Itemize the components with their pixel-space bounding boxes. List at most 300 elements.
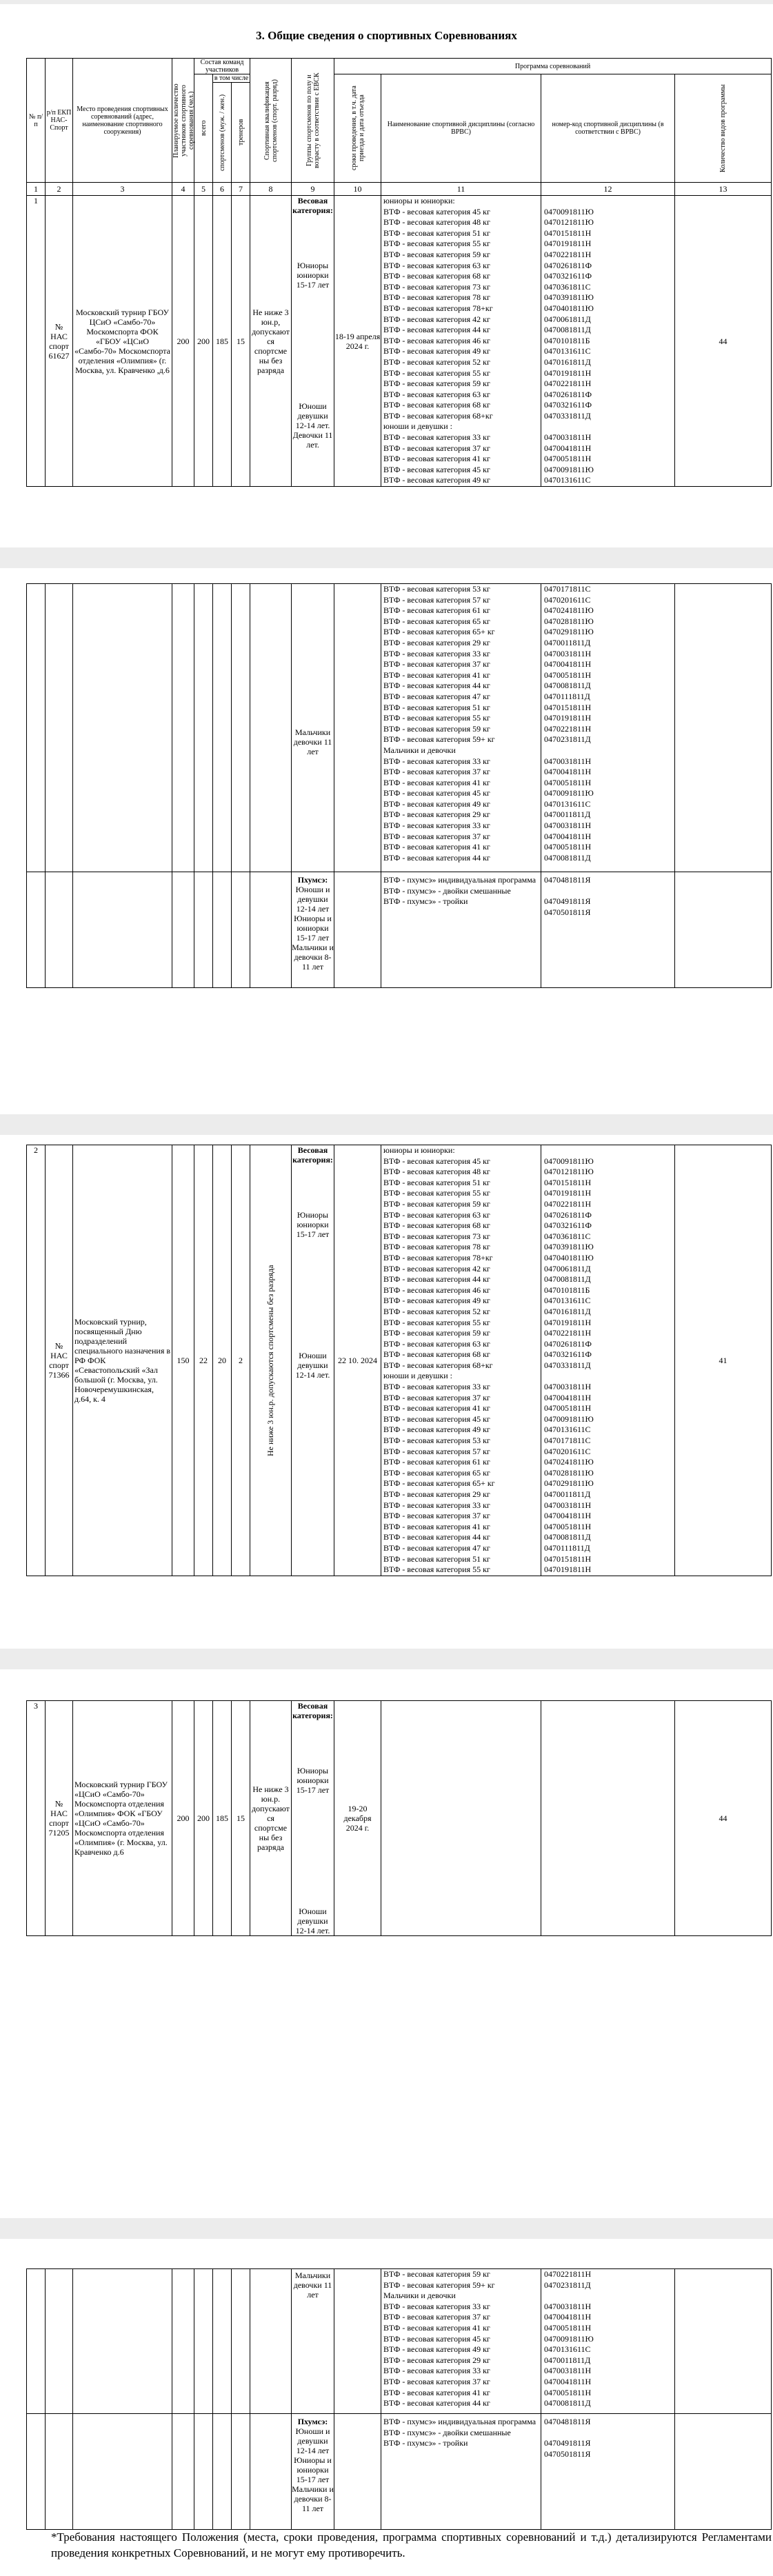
discipline-item: ВТФ - весовая категория 44 кг [383, 852, 490, 863]
code-list [541, 584, 675, 872]
group-pk-kids: Мальчики и девочки 8-11 лет [292, 2484, 334, 2513]
discipline-code: 0470011811Д [544, 2355, 591, 2365]
entry-qualification: Не ниже 3 юн.р, допускают ся спортсме ны без разряда [250, 196, 292, 487]
discipline-item: ВТФ - весовая категория 29 кг [383, 1489, 490, 1499]
discipline-item: ВТФ - весовая категория 73 кг [383, 281, 490, 292]
discipline-item: ВТФ - весовая категория 41 кг [383, 2387, 490, 2397]
discipline-item: ВТФ - весовая категория 41 кг [383, 842, 490, 852]
hdr-code: номер-код спортивной дисциплины (в соответствии с ВРВС) [541, 74, 675, 183]
entry-number: 3 [27, 1701, 46, 1936]
entry-coaches: 15 [232, 196, 250, 487]
discipline-item: ВТФ - весовая категория 55 кг [383, 368, 490, 378]
discipline-item: ВТФ - весовая категория 68+кг [383, 1360, 493, 1370]
discipline-code: 0470091811Ю [544, 1156, 594, 1166]
col-number: 9 [292, 183, 334, 196]
discipline-code: 0470091811Ю [544, 206, 594, 217]
group-pk-juniors: Юниоры и юниорки 15-17 лет [294, 914, 332, 943]
entry-athletes: 20 [213, 1145, 232, 1576]
discipline-item: ВТФ - весовая категория 41 кг [383, 2322, 490, 2333]
schedule-table-page-3 [26, 1145, 772, 1576]
discipline-code: 0470081811Д [544, 852, 591, 863]
discipline-code: 0470031811Н [544, 1500, 592, 1510]
empty-cell [172, 584, 194, 872]
discipline-code: 0470481811Я [544, 875, 591, 885]
discipline-code: 0470161811Д [544, 1306, 591, 1316]
entry-athletes: 185 [213, 1701, 232, 1936]
discipline-item: ВТФ - весовая категория 37 кг [383, 2376, 490, 2386]
discipline-item: ВТФ - весовая категория 37 кг [383, 1511, 490, 1521]
empty-cell [27, 2269, 46, 2414]
empty-cell [675, 2414, 772, 2530]
discipline-code: 0470191811Н [544, 1188, 592, 1198]
discipline-code: 0470031811Н [544, 2366, 592, 2376]
discipline-list [381, 584, 541, 872]
entry-kinds: 41 [675, 1145, 772, 1576]
empty-cell [27, 584, 46, 872]
discipline-item: ВТФ - весовая категория 63 кг [383, 1338, 490, 1349]
discipline-item: ВТФ - весовая категория 29 кг [383, 2355, 490, 2365]
discipline-item: ВТФ - весовая категория 29 кг [383, 637, 490, 647]
col-number: 13 [675, 183, 772, 196]
discipline-code: 0470051811Н [544, 1403, 592, 1413]
discipline-code: 0470031811Н [544, 821, 592, 831]
hdr-kinds: Количество видов программы [675, 74, 772, 183]
discipline-code: 0470161811Д [544, 356, 591, 367]
discipline-item: ВТФ - весовая категория 51 кг [383, 702, 490, 712]
schedule-table-page-5 [26, 2268, 772, 2530]
group-pk-kids: Мальчики и девочки 8-11 лет [292, 943, 334, 972]
hdr-athletes: спортсменов (муж. / жен.) [213, 83, 232, 183]
discipline-group-header: ВТФ - пхумсэ» - двойки смешанные [383, 2427, 511, 2437]
discipline-item: ВТФ - весовая категория 33 кг [383, 756, 490, 766]
group-youth: Юноши девушки 12-14 лет. [295, 1906, 330, 1935]
code-list [541, 1145, 675, 1576]
discipline-item: ВТФ - весовая категория 45 кг [383, 206, 490, 217]
discipline-item: ВТФ - весовая категория 61 кг [383, 1457, 490, 1467]
discipline-item: ВТФ - весовая категория 47 кг [383, 691, 490, 701]
discipline-item: ВТФ - весовая категория 41 кг [383, 1403, 490, 1413]
discipline-item: ВТФ - весовая категория 59 кг [383, 249, 490, 259]
entry-athletes: 185 [213, 196, 232, 487]
schedule-table-page-4 [26, 1700, 772, 1936]
group-kids: Мальчики девочки 11 лет [292, 2269, 334, 2414]
discipline-item: ВТФ - весовая категория 59 кг [383, 1328, 490, 1338]
hdr-discipline: Наименование спортивной дисциплины (согласно ВРВС) [381, 74, 541, 183]
empty-cell [73, 584, 172, 872]
discipline-item: ВТФ - весовая категория 59 кг [383, 379, 490, 389]
discipline-code: 0470031811Н [544, 432, 592, 443]
schedule-table-page-2 [26, 583, 772, 988]
discipline-code: 0470401811Ю [544, 303, 594, 313]
empty-cell [232, 2269, 250, 2414]
discipline-code: 0470331811Д [544, 410, 591, 421]
discipline-code: 0470081811Д [544, 325, 591, 335]
entry-place: Московский турнир ГБОУ ЦСиО «Самбо-70» Москомспорта ФОК «ГБОУ «ЦСиО «Самбо-70» Москомспорта отделения «Олимпия» (г. Москва, ул. Кравченко ,д.6 [73, 196, 172, 487]
empty-cell [46, 2269, 73, 2414]
col-number: 3 [73, 183, 172, 196]
discipline-item: ВТФ - весовая категория 33 кг [383, 432, 490, 443]
empty-cell [675, 2269, 772, 2414]
discipline-item: ВТФ - весовая категория 33 кг [383, 821, 490, 831]
col-number: 4 [172, 183, 194, 196]
entry-ekp: № НАС спорт 71205 [46, 1701, 73, 1936]
empty-cell [213, 2414, 232, 2530]
discipline-code: 0470151811Н [544, 702, 592, 712]
empty-cell [232, 584, 250, 872]
empty-cell [675, 584, 772, 872]
discipline-code: 0470501811Я [544, 907, 591, 917]
group-pk-juniors: Юниоры и юниорки 15-17 лет [294, 2455, 332, 2484]
empty-cell [46, 584, 73, 872]
group-weight: Весовая категория: [292, 1701, 333, 1720]
section-title: 3. Общие сведения о спортивных Соревнованиях [256, 29, 517, 42]
empty-cell [172, 2269, 194, 2414]
group-kids: Мальчики девочки 11 лет [292, 584, 334, 872]
discipline-code: 0470121811Ю [544, 1167, 594, 1177]
discipline-code: 0470501811Я [544, 2448, 591, 2459]
group-weight: Весовая категория: [292, 196, 333, 215]
empty-cell [46, 2414, 73, 2530]
hdr-place: Место проведения спортивных соревнований (адрес, наименование спортивного сооружения) [73, 59, 172, 183]
discipline-code: 0470321611Ф [544, 271, 592, 281]
discipline-code: 0470091811Ю [544, 788, 594, 798]
discipline-item: ВТФ - весовая категория 55 кг [383, 713, 490, 723]
discipline-code: 0470081811Д [544, 1274, 591, 1285]
empty-cell [172, 2414, 194, 2530]
discipline-code: 0470031811Н [544, 756, 592, 766]
discipline-code: 0470171811С [544, 1436, 591, 1446]
empty-cell [250, 872, 292, 988]
empty-cell [46, 872, 73, 988]
discipline-item: ВТФ - весовая категория 29 кг [383, 809, 490, 820]
discipline-item: ВТФ - весовая категория 46 кг [383, 1285, 490, 1295]
discipline-code: 0470041811Н [544, 1392, 592, 1402]
discipline-code: 0470041811Н [544, 443, 592, 453]
col-number: 5 [194, 183, 213, 196]
discipline-code: 0470401811Ю [544, 1252, 594, 1262]
col-number: 7 [232, 183, 250, 196]
entry-qualification: Не ниже 3 юн.р. допускаются спортсмены без разряда [250, 1145, 292, 1576]
discipline-code: 0470101811Б [544, 1285, 590, 1295]
empty-cell [675, 872, 772, 988]
entry-place: Московский турнир, посвященный Дню подразделений специального назначения в РФ ФОК «Севастопольский «Зал большой (г. Москва, ул. Новочеремушкинская, д.64, к. 4 [73, 1145, 172, 1576]
discipline-item: ВТФ - весовая категория 51 кг [383, 1177, 490, 1187]
entry-kinds: 44 [675, 1701, 772, 1936]
discipline-group-header: юноши и девушки : [383, 1371, 452, 1381]
page-gap [0, 547, 773, 568]
empty-cell [194, 584, 213, 872]
poomsae-code-list [541, 2414, 675, 2530]
discipline-group-header: ВТФ - пхумсэ» - двойки смешанные [383, 885, 511, 896]
discipline-code: 0470041811Н [544, 2376, 592, 2386]
discipline-item: ВТФ - весовая категория 78+кг [383, 303, 493, 313]
discipline-item: ВТФ - весовая категория 37 кг [383, 1392, 490, 1402]
discipline-item: ВТФ - весовая категория 78+кг [383, 1252, 493, 1262]
discipline-code: 0470191811Н [544, 368, 592, 378]
entry-number: 2 [27, 1145, 46, 1576]
discipline-item: ВТФ - весовая категория 59 кг [383, 723, 490, 734]
discipline-item: ВТФ - весовая категория 48 кг [383, 217, 490, 228]
discipline-item: ВТФ - весовая категория 46 кг [383, 335, 490, 345]
discipline-item: ВТФ - весовая категория 48 кг [383, 1167, 490, 1177]
page-gap [0, 2218, 773, 2239]
col-number: 8 [250, 183, 292, 196]
discipline-code: 0470221811Н [544, 1198, 592, 1209]
discipline-code: 0470221811Н [544, 1328, 592, 1338]
discipline-item: ВТФ - весовая категория 59 кг [383, 1198, 490, 1209]
discipline-code [544, 1145, 674, 1156]
discipline-code: 0470221811Н [544, 2269, 592, 2279]
discipline-item: ВТФ - весовая категория 78 кг [383, 1242, 490, 1252]
discipline-item: ВТФ - весовая категория 44 кг [383, 2398, 490, 2408]
discipline-code: 0470031811Н [544, 2301, 592, 2311]
discipline-item: ВТФ - весовая категория 41 кг [383, 670, 490, 680]
empty-cell [73, 872, 172, 988]
discipline-item: ВТФ - весовая категория 63 кг [383, 389, 490, 399]
discipline-item: ВТФ - весовая категория 44 кг [383, 325, 490, 335]
discipline-code: 0470231811Д [544, 734, 591, 745]
discipline-item: ВТФ - весовая категория 59+ кг [383, 734, 495, 745]
discipline-item: ВТФ - весовая категория 45 кг [383, 464, 490, 474]
discipline-item: ВТФ - весовая категория 33 кг [383, 2301, 490, 2311]
discipline-item: ВТФ - весовая категория 49 кг [383, 475, 490, 485]
discipline-group-header: ВТФ - пхумсэ» индивидуальная программа [383, 2417, 536, 2426]
discipline-code [544, 421, 674, 432]
discipline-item: ВТФ - весовая категория 51 кг [383, 1553, 490, 1564]
discipline-code: 0470291811Ю [544, 1478, 594, 1489]
discipline-code: 0470041811Н [544, 767, 592, 777]
discipline-code: 0470281811Ю [544, 616, 594, 626]
discipline-item: ВТФ - весовая категория 37 кг [383, 831, 490, 841]
discipline-code: 0470261811Ф [544, 389, 592, 399]
entry-ekp: № НАС спорт 61627 [46, 196, 73, 487]
discipline-item: ВТФ - весовая категория 33 кг [383, 1382, 490, 1392]
discipline-code: 0470041811Н [544, 659, 592, 670]
footnote: *Требования настоящего Положения (места, сроки проведения, программа спортивных соревнований и т.д.) детализируются Регламентами проведения конкретных Соревнований, и не могут ему противоречить. [51, 2530, 772, 2559]
discipline-code: 0470261811Ф [544, 1209, 592, 1220]
discipline-list [381, 196, 541, 487]
discipline-code: 0470061811Д [544, 314, 591, 324]
discipline-item: ВТФ - весовая категория 33 кг [383, 648, 490, 658]
discipline-code: 0470131611С [544, 2344, 591, 2355]
discipline-item: ВТФ - весовая категория 65 кг [383, 1467, 490, 1478]
discipline-item: ВТФ - весовая категория 44 кг [383, 681, 490, 691]
discipline-item: ВТФ - весовая категория 55 кг [383, 1188, 490, 1198]
discipline-item: ВТФ - весовая категория 49 кг [383, 798, 490, 809]
discipline-item: ВТФ - весовая категория 49 кг [383, 1296, 490, 1306]
discipline-code: 0470221811Н [544, 249, 592, 259]
poomsae-groups [292, 872, 334, 988]
discipline-item: ВТФ - весовая категория 49 кг [383, 1425, 490, 1435]
discipline-code: 0470111811Д [544, 691, 590, 701]
discipline-group-header: юниоры и юниорки: [383, 196, 455, 205]
discipline-code: 0470041811Н [544, 1511, 592, 1521]
hdr-program: Программа соревнований [334, 59, 772, 74]
discipline-item: ВТФ - весовая категория 37 кг [383, 659, 490, 670]
discipline-code: 0470041811Н [544, 831, 592, 841]
empty-cell [334, 872, 381, 988]
empty-cell [250, 2269, 292, 2414]
discipline-code: 0470051811Н [544, 2387, 592, 2397]
discipline-code: 0470151811Н [544, 1177, 592, 1187]
empty-cell [250, 2414, 292, 2530]
col-number: 12 [541, 183, 675, 196]
discipline-item: ВТФ - весовая категория 61 кг [383, 605, 490, 616]
discipline-item: ВТФ - весовая категория 55 кг [383, 239, 490, 249]
discipline-code: 0470111811Д [544, 1542, 590, 1553]
col-number: 6 [213, 183, 232, 196]
discipline-code: 0470171811С [544, 584, 591, 594]
discipline-code: 0470051811Н [544, 2322, 592, 2333]
discipline-code [544, 196, 674, 207]
entry-groups [292, 196, 334, 487]
hdr-coaches: тренеров [232, 83, 250, 183]
empty-cell [232, 2414, 250, 2530]
group-poomsae: Пхумсэ: [297, 875, 328, 885]
empty-cell [194, 872, 213, 988]
entry-total: 150 [172, 1145, 194, 1576]
discipline-code: 0470131611С [544, 798, 591, 809]
hdr-num: № п/ п [27, 59, 46, 183]
hdr-incl: в том числе [213, 74, 250, 83]
discipline-item: ВТФ - весовая категория 68 кг [383, 1220, 490, 1231]
discipline-group-header: юноши и девушки : [383, 421, 453, 432]
code-list [541, 1701, 675, 1936]
discipline-code: 0470131611С [544, 1425, 591, 1435]
discipline-item: ВТФ - весовая категория 33 кг [383, 1500, 490, 1510]
empty-cell [73, 2269, 172, 2414]
discipline-code: 0470101811Б [544, 335, 590, 345]
discipline-item: ВТФ - весовая категория 57 кг [383, 594, 490, 605]
entry-kinds: 44 [675, 196, 772, 487]
discipline-item: ВТФ - весовая категория 59+ кг [383, 2280, 495, 2290]
discipline-item: ВТФ - весовая категория 41 кг [383, 777, 490, 787]
discipline-code: 0470321611Ф [544, 1220, 592, 1231]
discipline-item: ВТФ - весовая категория 57 кг [383, 1446, 490, 1456]
entry-coaches: 15 [232, 1701, 250, 1936]
discipline-item: ВТФ - весовая категория 68 кг [383, 271, 490, 281]
hdr-dates: сроки проведения, в т.ч. дата приезда и дата отъезда [334, 74, 381, 183]
discipline-code: 0470481811Я [544, 2417, 591, 2426]
discipline-code: 0470241811Ю [544, 1457, 594, 1467]
discipline-code: 0470131611С [544, 475, 591, 485]
discipline-item: ВТФ - весовая категория 45 кг [383, 1413, 490, 1424]
discipline-code: 0470321611Ф [544, 400, 592, 410]
discipline-code: 0470131611С [544, 346, 591, 356]
discipline-group-header: юниоры и юниорки: [383, 1145, 455, 1155]
group-juniors: Юниоры юниорки 15-17 лет [296, 261, 330, 290]
discipline-code: 0470081811Д [544, 681, 591, 691]
discipline-code: 0470201611С [544, 594, 591, 605]
discipline-list [381, 2269, 541, 2414]
discipline-item: ВТФ - весовая категория 42 кг [383, 314, 490, 324]
discipline-code: 0470151811Н [544, 228, 592, 238]
discipline-code: 0470091811Ю [544, 1413, 594, 1424]
discipline-item: ВТФ - весовая категория 49 кг [383, 346, 490, 356]
group-pk-youth: Юноши и девушки 12-14 лет [295, 2426, 330, 2455]
empty-cell [194, 2414, 213, 2530]
entry-coaches: 2 [232, 1145, 250, 1576]
empty-cell [213, 872, 232, 988]
discipline-group-header: ВТФ - пхумсэ» - тройки [383, 2438, 468, 2448]
discipline-code: 0470011811Д [544, 637, 591, 647]
discipline-code: 0470261811Ф [544, 1338, 592, 1349]
col-number: 11 [381, 183, 541, 196]
discipline-code [544, 1371, 674, 1382]
empty-cell [250, 584, 292, 872]
group-pk-youth: Юноши и девушки 12-14 лет [295, 885, 330, 914]
discipline-code: 0470011811Д [544, 1489, 591, 1499]
discipline-item: ВТФ - весовая категория 45 кг [383, 2333, 490, 2344]
discipline-code: 0470041811Н [544, 2312, 592, 2322]
discipline-code: 0470281811Ю [544, 1467, 594, 1478]
entry-total: 200 [172, 1701, 194, 1936]
entry-all: 22 [194, 1145, 213, 1576]
discipline-code: 0470321611Ф [544, 1349, 592, 1360]
discipline-item: ВТФ - весовая категория 45 кг [383, 788, 490, 798]
entry-all: 200 [194, 1701, 213, 1936]
discipline-code: 0470191811Н [544, 1564, 592, 1575]
discipline-item: ВТФ - весовая категория 68 кг [383, 1349, 490, 1360]
hdr-qual: Спортивная квалификация спортсменов (спорт. разряд) [250, 59, 292, 183]
discipline-item: ВТФ - весовая категория 78 кг [383, 292, 490, 303]
discipline-code: 0470051811Н [544, 1521, 592, 1531]
discipline-code: 0470061811Д [544, 1263, 591, 1274]
discipline-item: ВТФ - весовая категория 44 кг [383, 1532, 490, 1542]
hdr-ekp: р/п ЕКП НАС-Спорт [46, 59, 73, 183]
discipline-item: ВТФ - весовая категория 65 кг [383, 616, 490, 626]
discipline-item: ВТФ - весовая категория 65+ кг [383, 1478, 495, 1489]
discipline-item: ВТФ - весовая категория 37 кг [383, 2312, 490, 2322]
empty-cell [334, 584, 381, 872]
empty-cell [334, 2414, 381, 2530]
discipline-item: ВТФ - весовая категория 63 кг [383, 260, 490, 270]
discipline-item: ВТФ - весовая категория 68 кг [383, 400, 490, 410]
discipline-list [381, 1145, 541, 1576]
empty-cell [213, 2269, 232, 2414]
empty-cell [73, 2414, 172, 2530]
hdr-all: всего [194, 74, 213, 183]
discipline-item: ВТФ - весовая категория 45 кг [383, 1156, 490, 1166]
entry-qualification: Не ниже 3 юн.р. допускают ся спортсме ны без разряда [250, 1701, 292, 1936]
poomsae-list [381, 872, 541, 988]
discipline-code: 0470331811Д [544, 1360, 591, 1370]
discipline-code: 0470491811Я [544, 2438, 591, 2448]
discipline-code: 0470241811Ю [544, 605, 594, 616]
empty-cell [172, 872, 194, 988]
discipline-item: ВТФ - весовая категория 53 кг [383, 1436, 490, 1446]
discipline-code: 0470191811Н [544, 1317, 592, 1327]
discipline-code: 0470091811Ю [544, 2333, 594, 2344]
code-list [541, 2269, 675, 2414]
discipline-code: 0470221811Н [544, 379, 592, 389]
discipline-list [381, 1701, 541, 1936]
entry-groups [292, 1145, 334, 1576]
poomsae-list [381, 2414, 541, 2530]
group-juniors: Юниоры юниорки 15-17 лет [296, 1766, 330, 1795]
discipline-code: 0470191811Н [544, 713, 592, 723]
discipline-code: 0470081811Д [544, 2398, 591, 2408]
discipline-item: ВТФ - весовая категория 63 кг [383, 1209, 490, 1220]
col-number: 10 [334, 183, 381, 196]
discipline-item: ВТФ - весовая категория 44 кг [383, 1274, 490, 1285]
discipline-code: 0470191811Н [544, 239, 592, 249]
discipline-code: 0470291811Ю [544, 627, 594, 637]
entry-total: 200 [172, 196, 194, 487]
discipline-group-header: ВТФ - пхумсэ» - тройки [383, 896, 468, 907]
group-weight: Весовая категория: [292, 1145, 333, 1165]
entry-all: 200 [194, 196, 213, 487]
